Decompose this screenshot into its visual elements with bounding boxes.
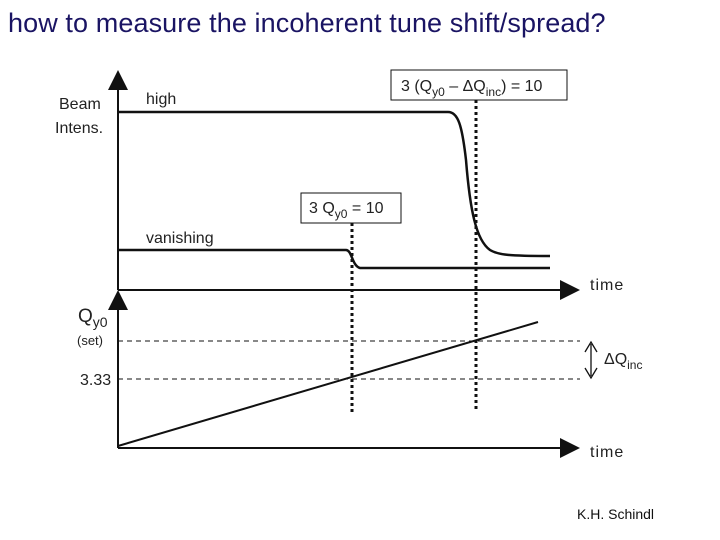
high-curve-label: high — [146, 91, 177, 108]
vanishing-intensity-curve — [118, 250, 550, 268]
resonance-box-upper — [391, 70, 567, 100]
vanishing-curve-label: vanishing — [146, 230, 214, 247]
bottom-set-label: (set) — [77, 333, 103, 348]
svg-text:3 (Qy0 – ΔQinc) = 10: 3 $(Q_{y0} - \Delta Q_{inc}) = 10$ — [401, 78, 543, 99]
bottom-y-label-q: $Q_{y0}$ — [78, 306, 108, 330]
top-y-label-beam: Beam — [59, 96, 101, 113]
top-x-label-time: time — [590, 277, 625, 294]
resonance-box-lower — [301, 193, 401, 223]
svg-text:3 Qy0 = 10: 3 $Q_{y0} = 10$ — [309, 200, 384, 221]
bottom-x-label-time: time — [590, 444, 625, 461]
author-credit: K.H. Schindl — [577, 506, 655, 522]
bottom-value-label: 3.33 — [80, 372, 112, 389]
slide-title: how to measure the incoherent tune shift/spread? — [8, 8, 606, 38]
delta-q-label: $\Delta Q_{inc}$ — [604, 351, 643, 372]
top-y-label-intens: Intens. — [55, 120, 104, 137]
